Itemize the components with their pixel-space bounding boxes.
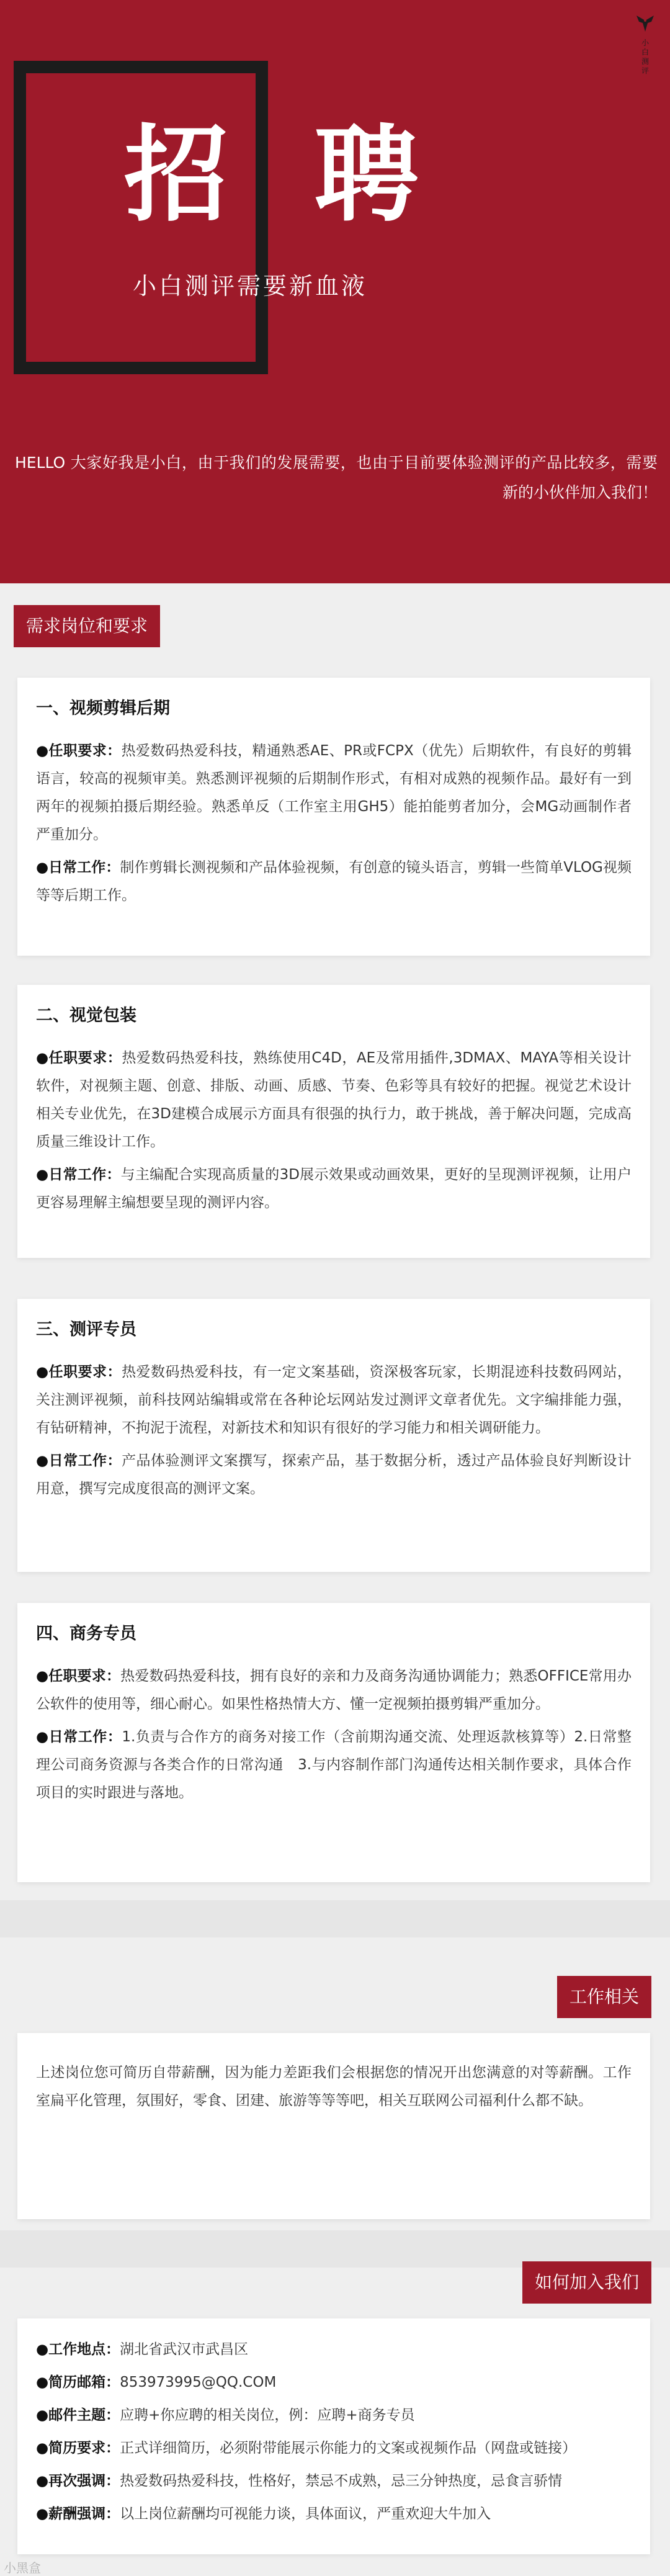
join-item-email xyxy=(36,2370,632,2395)
requirements-label: ●任职要求： xyxy=(36,1668,121,1684)
join-label: ●简历邮箱： xyxy=(36,2374,120,2390)
section-tag-jobs: 需求岗位和要求 xyxy=(14,605,160,647)
job-daily xyxy=(36,1723,632,1807)
requirements-label: ●任职要求： xyxy=(36,1050,122,1066)
daily-text: 与主编配合实现高质量的3D展示效果或动画效果，更好的呈现测评视频，让用户更容易理解主编想要呈现的测评内容。 xyxy=(36,1167,632,1211)
join-item-resume xyxy=(36,2436,632,2461)
requirements-text: 热爱数码热爱科技，精通熟悉AE、PR或FCPX（优先）后期软件，有良好的剪辑语言，较高的视频审美。熟悉测评视频的后期制作形式，有相对成熟的视频作品。最好有一到两年的视频拍摄后期经验。熟悉单反（工作室主用GH5）能拍能剪者加分，会MG动画制作者严重加分。 xyxy=(36,743,632,843)
join-value: 应聘+你应聘的相关岗位，例：应聘+商务专员 xyxy=(120,2407,415,2423)
join-label: ●薪酬强调： xyxy=(36,2506,120,2522)
requirements-text: 热爱数码热爱科技，有一定文案基础，资深极客玩家，长期混迹科技数码网站，关注测评视频，前科技网站编辑或常在各种论坛网站发过测评文章者优先。文字编排能力强，有钻研精神，不拘泥于流程，对新技术和知识有很好的学习能力和相关调研能力。 xyxy=(36,1364,632,1436)
join-label: ●工作地点： xyxy=(36,2341,120,2358)
logo-text: 小白测评 xyxy=(641,38,649,75)
logo-icon xyxy=(634,12,656,35)
join-value: 热爱数码热爱科技，性格好，禁忌不成熟，忌三分钟热度，忌食言骄情 xyxy=(120,2473,563,2489)
join-item-subject xyxy=(36,2403,632,2428)
join-label: ●再次强调： xyxy=(36,2473,120,2489)
work-card xyxy=(17,2033,650,2219)
daily-text: 产品体验测评文案撰写，探索产品，基于数据分析，透过产品体验良好判断设计用意，撰写完成度很高的测评文案。 xyxy=(36,1453,632,1497)
brand-logo xyxy=(632,12,659,76)
join-item-salary xyxy=(36,2502,632,2526)
requirements-text: 热爱数码热爱科技，熟练使用C4D，AE及常用插件,3DMAX、MAYA等相关设计软件，对视频主题、创意、排版、动画、质感、节奏、色彩等具有较好的把握。视觉艺术设计相关专业优先，在3D建模合成展示方面具有很强的执行力，敢于挑战，善于解决问题，完成高质量三维设计工作。 xyxy=(36,1050,632,1150)
daily-label: ●日常工作： xyxy=(36,1729,122,1745)
requirements-label: ●任职要求： xyxy=(36,1364,122,1380)
job-requirements xyxy=(36,1044,632,1156)
daily-label: ●日常工作： xyxy=(36,859,120,876)
watermark: 小黑盒 xyxy=(4,2560,41,2575)
daily-label: ●日常工作： xyxy=(36,1453,122,1469)
job-requirements xyxy=(36,1358,632,1442)
job-title: 一、视频剪辑后期 xyxy=(36,699,170,718)
intro-text: HELLO 大家好我是小白，由于我们的发展需要，也由于目前要体验测评的产品比较多，需要新的小伙伴加入我们！ xyxy=(15,454,658,501)
email-address[interactable]: 853973995@QQ.COM xyxy=(120,2374,277,2390)
job-card xyxy=(17,1299,650,1572)
join-value: 湖北省武汉市武昌区 xyxy=(120,2341,249,2358)
hero-subtitle: 小白测评需要新血液 xyxy=(133,272,368,300)
join-value: 以上岗位薪酬均可视能力谈，具体面议，严重欢迎大牛加入 xyxy=(120,2506,491,2522)
join-label: ●邮件主题： xyxy=(36,2407,120,2423)
job-title: 四、商务专员 xyxy=(36,1624,136,1643)
job-daily xyxy=(36,854,632,910)
hero-title: 招 聘 xyxy=(124,114,444,236)
join-item-location xyxy=(36,2337,632,2362)
job-card xyxy=(17,985,650,1258)
section-tag-work: 工作相关 xyxy=(557,1976,651,2018)
section-tag-join: 如何加入我们 xyxy=(522,2261,651,2304)
job-requirements xyxy=(36,737,632,849)
job-title: 三、测评专员 xyxy=(36,1320,136,1339)
job-card xyxy=(17,1603,650,1882)
hero-banner xyxy=(0,0,670,583)
join-label: ●简历要求： xyxy=(36,2440,120,2456)
job-requirements xyxy=(36,1663,632,1718)
join-value: 正式详细简历，必须附带能展示你能力的文案或视频作品（网盘或链接） xyxy=(120,2440,577,2456)
requirements-text: 热爱数码热爱科技，拥有良好的亲和力及商务沟通协调能力；熟悉OFFICE常用办公软件的使用等，细心耐心。如果性格热情大方、懂一定视频拍摄剪辑严重加分。 xyxy=(36,1668,632,1712)
job-daily xyxy=(36,1447,632,1503)
join-item-emphasis xyxy=(36,2469,632,2493)
daily-label: ●日常工作： xyxy=(36,1167,121,1183)
job-title: 二、视觉包装 xyxy=(36,1006,136,1025)
work-text: 上述岗位您可简历自带薪酬，因为能力差距我们会根据您的情况开出您满意的对等薪酬。工作室扁平化管理，氛围好，零食、团建、旅游等等等吧，相关互联网公司福利什么都不缺。 xyxy=(36,2065,632,2109)
job-daily xyxy=(36,1161,632,1217)
job-card xyxy=(17,678,650,956)
daily-text: 制作剪辑长测视频和产品体验视频，有创意的镜头语言，剪辑一些简单VLOG视频等等后期工作。 xyxy=(36,859,632,904)
daily-text: 1.负责与合作方的商务对接工作（含前期沟通交流、处理返款核算等）2.日常整理公司商务资源与各类合作的日常沟通 3.与内容制作部门沟通传达相关制作要求，具体合作项目的实时跟进与落地。 xyxy=(36,1729,632,1801)
section-divider xyxy=(0,1900,670,1937)
join-card xyxy=(17,2318,650,2554)
requirements-label: ●任职要求： xyxy=(36,743,122,759)
